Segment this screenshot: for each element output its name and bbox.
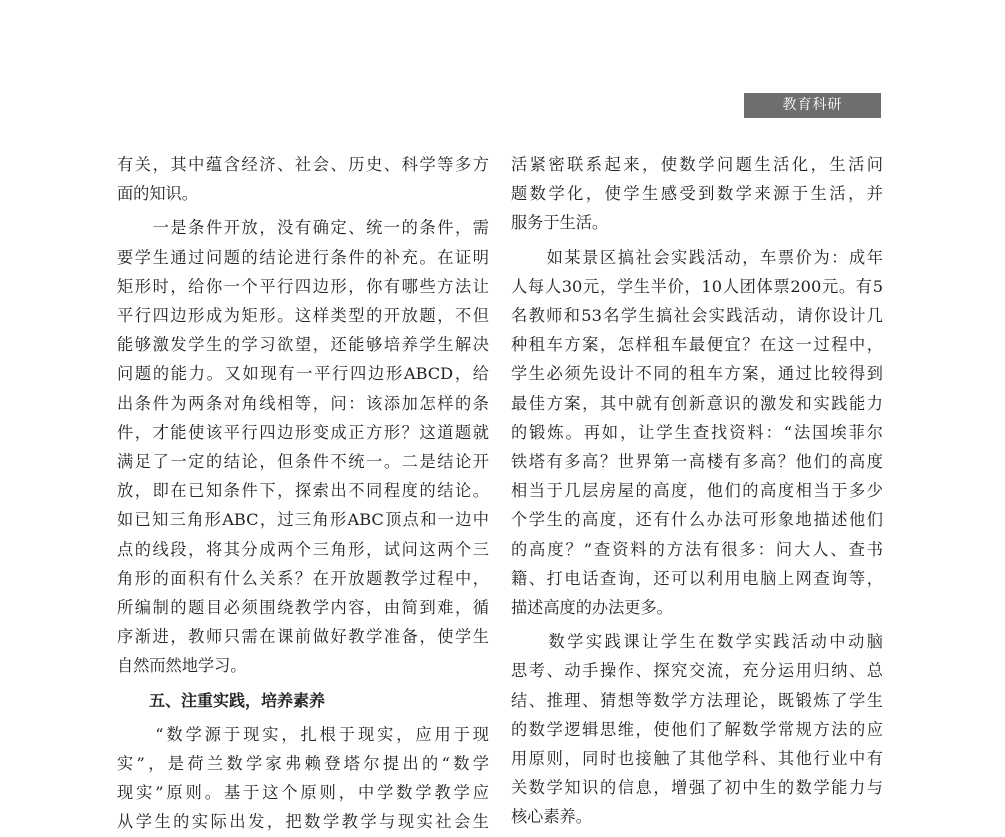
text-line: 名教师和53名学生搞社会实践活动，请你设计几 — [511, 306, 883, 326]
text-line: 从学生的实际出发，把数学教学与现实社会生 — [117, 812, 489, 832]
text-line: 学生必须先设计不同的租车方案，通过比较得到 — [511, 364, 883, 384]
left-column — [117, 150, 489, 837]
text-line: “数学源于现实，扎根于现实，应用于现 — [117, 724, 489, 744]
text-line: 铁塔有多高？世界第一高楼有多高？他们的高度 — [511, 452, 883, 472]
right-column — [511, 150, 883, 832]
text-line: 用原则，同时也接触了其他学科、其他行业中有 — [511, 749, 883, 769]
text-line: 序渐进，教师只需在课前做好教学准备，使学生 — [117, 627, 489, 647]
text-line: 相当于几层房屋的高度，他们的高度相当于多少 — [511, 481, 883, 501]
text-line: 人每人30元，学生半价，10人团体票200元。有5 — [511, 276, 883, 296]
text-line: 件，才能使该平行四边形变成正方形？这道题就 — [117, 422, 489, 442]
text-line: 问题的能力。又如现有一平行四边形ABCD，给 — [117, 364, 489, 384]
section-tag: 教育科研 — [744, 93, 881, 118]
text-line: 所编制的题目必须围绕教学内容，由简到难，循 — [117, 598, 489, 618]
paragraph — [511, 627, 883, 831]
text-line: 点的线段，将其分成两个三角形，试问这两个三 — [117, 539, 489, 559]
text-line: 有关，其中蕴含经济、社会、历史、科学等多方 — [117, 155, 489, 174]
text-line: 的锻炼。再如，让学生查找资料：“法国埃菲尔 — [511, 422, 883, 442]
text-line: 自然而然地学习。 — [117, 656, 247, 676]
text-line: 最佳方案，其中就有创新意识的激发和实践能力 — [511, 393, 883, 413]
text-line: 要学生通过问题的结论进行条件的补充。在证明 — [117, 247, 489, 267]
text-line: 平行四边形成为矩形。这样类型的开放题，不但 — [117, 306, 489, 326]
text-line: 一是条件开放，没有确定、统一的条件，需 — [117, 218, 489, 238]
text-line: 实”，是荷兰数学家弗赖登塔尔提出的“数学 — [117, 754, 489, 774]
paragraph — [117, 213, 489, 680]
text-line: 个学生的高度，还有什么办法可形象地描述他们 — [511, 510, 883, 530]
text-line: 题数学化，使学生感受到数学来源于生活，并 — [511, 184, 883, 204]
paragraph — [511, 150, 883, 238]
text-line: 思考、动手操作、探究交流，充分运用归纳、总 — [511, 661, 883, 681]
text-line: 服务于生活。 — [511, 213, 609, 233]
paragraph — [117, 720, 489, 837]
section-heading: 五、注重实践，培养素养 — [149, 690, 326, 710]
text-line: 描述高度的办法更多。 — [511, 598, 673, 618]
text-line: 如已知三角形ABC，过三角形ABC顶点和一边中 — [117, 510, 489, 530]
text-line: 的数学逻辑思维，使他们了解数学常规方法的应 — [511, 719, 883, 739]
text-line: 角形的面积有什么关系？在开放题教学过程中， — [117, 568, 489, 588]
text-line: 活紧密联系起来，使数学问题生活化，生活问 — [511, 155, 883, 174]
text-line: 数学实践课让学生在数学实践活动中动脑 — [511, 632, 883, 652]
text-line: 关数学知识的信息，增强了初中生的数学能力与 — [511, 778, 883, 798]
text-line: 种租车方案，怎样租车最便宜？在这一过程中， — [511, 335, 883, 355]
text-line: 结、推理、猜想等数学方法理论，既锻炼了学生 — [511, 690, 883, 710]
text-line: 核心素养。 — [511, 807, 592, 827]
text-line: 矩形时，给你一个平行四边形，你有哪些方法让 — [117, 276, 489, 296]
text-line: 的高度？”查资料的方法有很多：问大人、查书 — [511, 539, 883, 559]
paragraph — [511, 243, 883, 623]
text-line: 籍、打电话查询，还可以利用电脑上网查询等， — [511, 568, 883, 588]
text-line: 出条件为两条对角线相等，问：该添加怎样的条 — [117, 393, 489, 413]
text-line: 面的知识。 — [117, 184, 198, 204]
text-line: 如某景区搞社会实践活动，车票价为：成年 — [511, 247, 883, 267]
text-line: 现实”原则。基于这个原则，中学数学教学应 — [117, 783, 489, 803]
paragraph — [117, 150, 489, 208]
text-line: 能够激发学生的学习欲望，还能够培养学生解决 — [117, 335, 489, 355]
text-line: 满足了一定的结论，但条件不统一。二是结论开 — [117, 452, 489, 472]
text-line: 放，即在已知条件下，探索出不同程度的结论。 — [117, 481, 489, 501]
